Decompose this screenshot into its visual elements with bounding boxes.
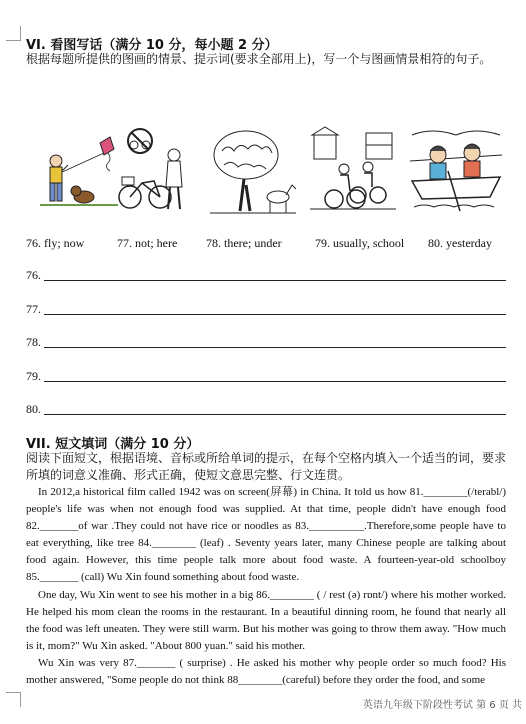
rowing-boat-picture [408, 125, 504, 217]
tree-horse-picture [210, 125, 296, 217]
page-footer: 英语九年级下阶段性考试 第 6 页 共 [362, 700, 522, 711]
crop-mark-top-left [6, 26, 21, 41]
section-7-title: VII. 短文填词（满分 10 分） [26, 437, 200, 452]
answer-number: 80. [26, 402, 41, 416]
answer-line-77[interactable] [26, 302, 506, 318]
prompt-labels [26, 236, 492, 251]
prompt-80: 80. yesterday [428, 236, 492, 250]
answer-number: 77. [26, 302, 41, 316]
answer-number: 76. [26, 268, 41, 282]
cycling-to-school-picture [310, 125, 396, 215]
section-7-instruction: 阅读下面短文，根据语境、音标或所给单词的提示，在每个空格内填入一个适当的词，要求所填的词意义准确、形式正确，使短文意思完整、行文连贯。 [26, 451, 507, 482]
section-6-instruction: 根据每题所提供的图画的情景、提示词(要求全部用上)，写一个与图画情景相符的句子。 [26, 52, 492, 66]
answer-number: 78. [26, 335, 41, 349]
kite-boy-picture [38, 125, 120, 215]
answer-line-79[interactable] [26, 369, 506, 385]
crop-mark-bottom-left [6, 692, 21, 707]
answer-line-78[interactable] [26, 335, 506, 351]
picture-strip [30, 125, 505, 225]
answer-number: 79. [26, 369, 41, 383]
prompt-77: 77. not; here [117, 236, 178, 250]
prompt-76: 76. fly; now [26, 236, 85, 250]
no-cycling-picture [118, 125, 198, 215]
prompt-79: 79. usually, school [315, 236, 405, 250]
passage [26, 484, 506, 689]
answer-line-80[interactable] [26, 402, 506, 418]
passage-paragraph-2: One day, Wu Xin went to see his mother in a big 86.________ ( / rest (ə) rɒnt/) where his mother worked. He helped his mom clean the rooms in the restaurant. In a beautiful dinning room, he found that nearly all the food was left uneaten. They were still warm. But his mother was going to throw them away. "How much is it, mom?" Wu Xin asked. "About 800 yuan." said his mother. [26, 588, 506, 652]
passage-paragraph-1: In 2012,a historical film called 1942 was on screen(屏幕) in China. It told us how 81.________(/terabl/) people's life was when not enough food was supplied. At that time, people didn't have enough food 82._______of war .They could not have rice or noodles as 83.__________.Therefore,some people have to eat everything, like tree 84.________ (leaf) . Seventy years later, many Chinese people are talking about food again. However, this time people talk more about food waste. A fourteen-year-old schoolboy 85._______ (call) Wu Xin found something about food waste. [26, 486, 506, 584]
prompt-78: 78. there; under [206, 236, 282, 250]
passage-paragraph-3: Wu Xin was very 87._______ ( surprise) . He asked his mother why people order so much food? His mother answered, "Some people do not think 88________(careful) before they order the food, and some [26, 656, 506, 687]
section-6-title: VI. 看图写话（满分 10 分，每小题 2 分） [26, 38, 278, 53]
answer-line-76[interactable] [26, 268, 506, 284]
